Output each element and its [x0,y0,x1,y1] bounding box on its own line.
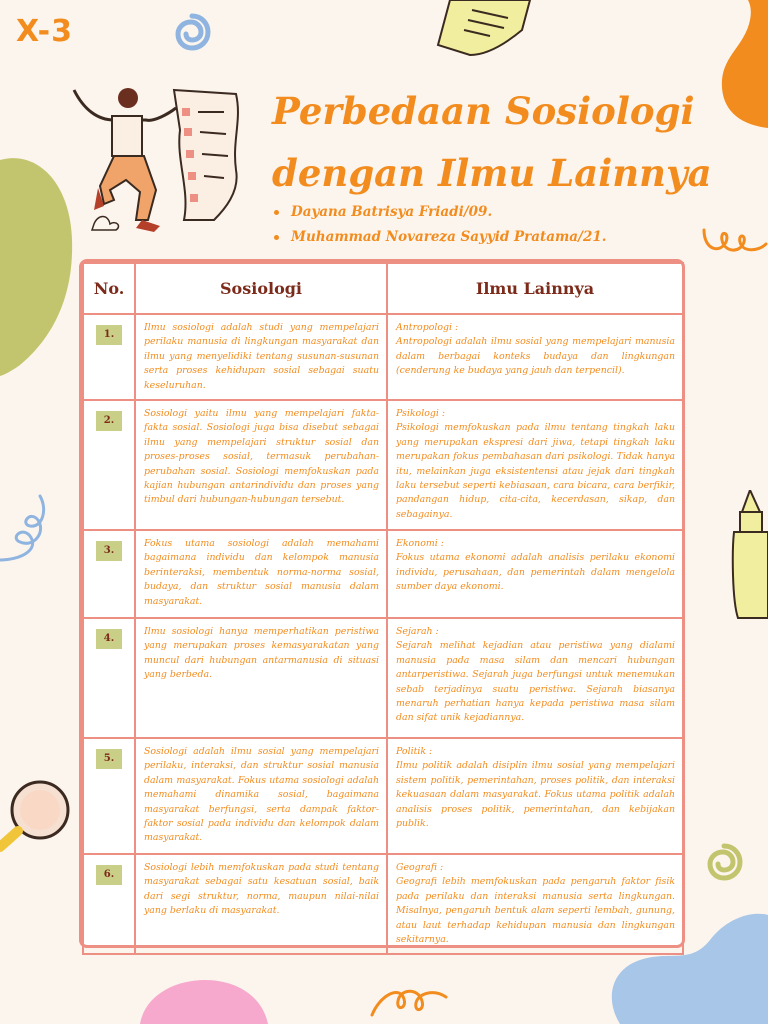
header-ilmu-lainnya: Ilmu Lainnya [387,263,683,314]
row-number-cell [83,530,135,618]
row-number-cell [83,618,135,738]
row-number-badge: 3. [96,541,122,561]
science-description: Psikologi memfokuskan pada ilmu tentang tingkah laku yang merupakan ekspresi dari jiwa, tetapi tingkah laku merupakan fokus pembahasan dari psikologi. Tidak hanya itu, melainkan juga eksistentensi atau jejak dari tingkah laku tersebut seperti kebiasaan, cara bicara, cara berfikir, pandangan hidup, cita-cita, kecerdasan, sikap, dan sebagainya. [396,422,675,520]
orange-squiggle-bottom-icon [370,975,450,1024]
row-number-cell [83,738,135,854]
sosiologi-cell: Sosiologi lebih memfokuskan pada studi tentang masyarakat sebagai satu kesatuan sosial, baik dari segi struktur, norma, maupun nilai-nilai yang berlaku di masyarakat. [135,854,387,954]
science-name: Ekonomi : [396,538,444,550]
science-description: Sejarah melihat kejadian atau peristiwa yang dialami manusia pada masa silam dan mencari hubungan antarperistiwa. Sejarah juga berfungsi untuk menemukan sebab terjadinya suatu peristiwa. Sejarah biasanya menaruh perhatian hanya kepada peristiwa masa silam dan sifat unik kejadiannya. [396,640,675,724]
author-name: Muhammad Novareza Sayyid Pratama/21. [291,229,607,245]
pink-blob-bottom-left [140,975,270,1024]
class-label: X-3 [16,14,74,49]
science-name: Geografi : [396,862,444,874]
ilmu-lainnya-cell [387,738,683,854]
sosiologi-cell: Fokus utama sosiologi adalah memahami bagaimana individu dan kelompok manusia berinteraksi, membentuk norma-norma sosial, budaya, dan struktur sosial manusia dalam masyarakat. [135,530,387,618]
table-row [83,314,683,400]
table-row [83,738,683,854]
glue-bottle-icon [728,490,768,620]
paper-note-icon [430,0,540,60]
orange-squiggle-icon [700,210,768,260]
author-item [274,200,606,225]
science-description: Ilmu politik adalah disiplin ilmu sosial yang mempelajari sistem politik, pemerintahan, proses politik, dan interaksi kekuasaan dalam masyarakat. Fokus utama politik adalah analisis proses politik, pemerintahan, dan kebijakan publik. [396,760,675,830]
bullet-icon [274,210,279,215]
science-description: Geografi lebih memfokuskan pada pengaruh faktor fisik pada perilaku dan interaksi manusia serta lingkungan. Misalnya, pengaruh bentuk alam seperti lembah, gunung, atau laut terhadap kehidupan manusia dan lingkungan sekitarnya. [396,876,675,946]
table-row [83,618,683,738]
row-number-badge: 6. [96,865,122,885]
row-number-cell [83,314,135,400]
person-checklist-illustration [64,80,260,240]
comparison-table-frame [79,259,685,948]
ilmu-lainnya-cell [387,854,683,954]
science-name: Sejarah : [396,626,439,638]
science-name: Psikologi : [396,408,445,420]
table-row [83,530,683,618]
science-name: Antropologi : [396,322,459,333]
sosiologi-cell: Ilmu sosiologi hanya memperhatikan peristiwa yang merupakan proses kemasyarakatan yang muncul dari hubungan antarmanusia di situasi yang berbeda. [135,618,387,738]
blue-squiggle-icon [0,480,50,570]
science-name: Politik : [396,746,433,758]
ilmu-lainnya-cell [387,314,683,400]
author-item [274,225,606,250]
ilmu-lainnya-cell [387,530,683,618]
row-number-badge: 4. [96,629,122,649]
science-description: Antropologi adalah ilmu sosial yang mempelajari manusia dalam berbagai konteks budaya dan lingkungan (cenderung ke budaya yang jauh dan terpencil). [396,336,675,377]
row-number-cell [83,400,135,530]
row-number-badge: 2. [96,411,122,431]
table-header-row [83,263,683,314]
sosiologi-cell: Ilmu sosiologi adalah studi yang mempelajari perilaku manusia di lingkungan masyarakat dan ilmu yang menyelidiki tentang susunan-susunan serta proses kehidupan sosial sebagai suatu keseluruhan. [135,314,387,400]
ilmu-lainnya-cell [387,618,683,738]
header-no: No. [83,263,135,314]
sosiologi-cell: Sosiologi yaitu ilmu yang mempelajari fakta-fakta sosial. Sosiologi juga bisa disebut sebagai ilmu yang mempelajari struktur sosial dan proses-proses sosial, termasuk perubahan-perubahan sosial. Sosiologi memfokuskan pada kajian hubungan antarindividu dan proses yang timbul dari hubungan-hubungan tersebut. [135,400,387,530]
title-line-2: dengan Ilmu Lainnya [272,151,712,195]
sosiologi-cell: Sosiologi adalah ilmu sosial yang mempelajari perilaku, interaksi, dan struktur sosial manusia dalam masyarakat. Fokus utama sosiologi adalah memahami dinamika sosial, bagaimana masyarakat berfungsi, serta dampak faktor-faktor sosial pada individu dan kelompok dalam masyarakat. [135,738,387,854]
science-description: Fokus utama ekonomi adalah analisis perilaku ekonomi individu, perusahaan, dan pemerintah dalam mengelola sumber daya ekonomi. [396,552,675,593]
author-list [274,200,606,250]
table-row [83,854,683,954]
blue-swirl-icon [172,12,212,52]
row-number-badge: 1. [96,325,122,345]
ilmu-lainnya-cell [387,400,683,530]
bullet-icon [274,235,279,240]
author-name: Dayana Batrisya Friadi/09. [291,204,493,220]
page-title [272,80,742,204]
header-sosiologi: Sosiologi [135,263,387,314]
title-line-1: Perbedaan Sosiologi [272,89,695,133]
comparison-table [82,262,684,955]
table-row [83,400,683,530]
green-swirl-icon [704,842,744,882]
row-number-badge: 5. [96,749,122,769]
magnifying-glass-icon [0,775,75,855]
row-number-cell [83,854,135,954]
